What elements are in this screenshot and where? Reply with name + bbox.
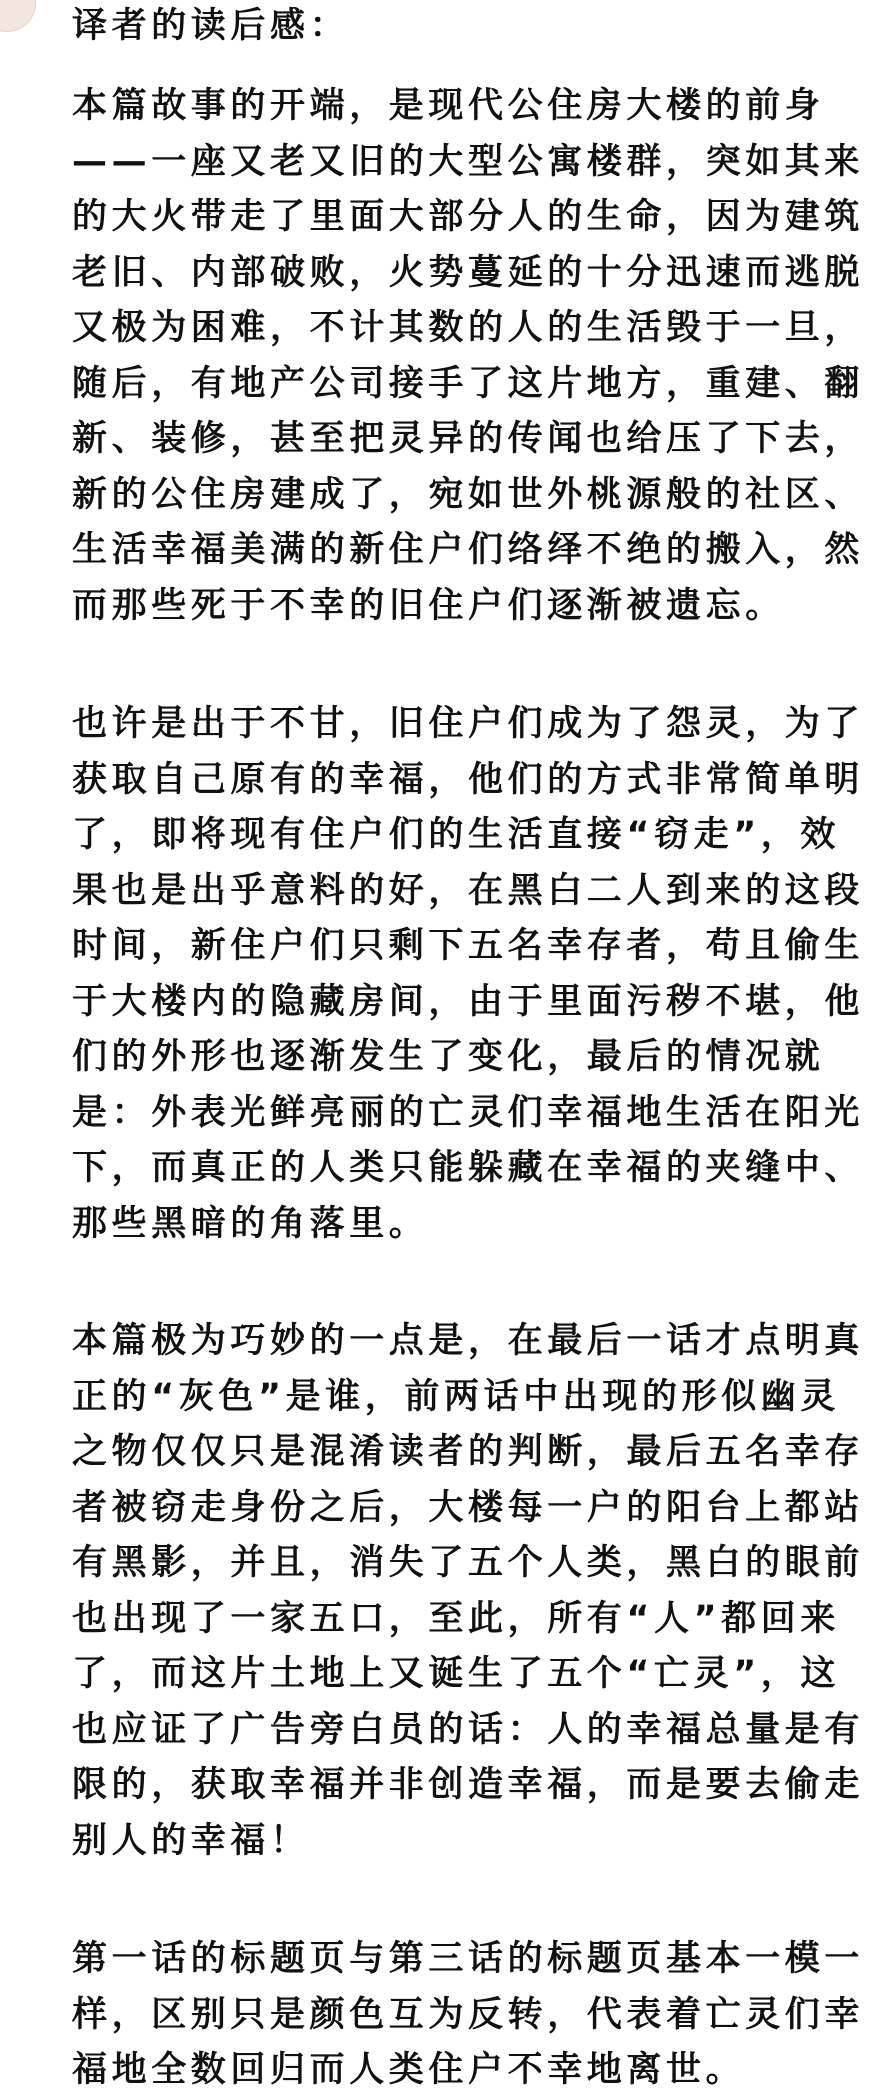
paragraph-line: 之物仅仅只是混淆读者的判断，最后五名幸存 bbox=[72, 1432, 865, 1472]
paragraph-4 bbox=[72, 1932, 865, 2099]
paragraph-line: 者被窃走身份之后，大楼每一户的阳台上都站 bbox=[72, 1487, 865, 1528]
paragraph-line: 生活幸福美满的新住户们络绎不绝的搬入，然 bbox=[72, 530, 865, 570]
paragraph-line: 获取自己原有的幸福，他们的方式非常简单明 bbox=[72, 759, 865, 800]
paragraph-line: 果也是出乎意料的好，在黑白二人到来的这段 bbox=[72, 870, 865, 911]
paragraph-line: 时间，新住户们只剩下五名幸存者，苟且偷生 bbox=[72, 926, 865, 966]
paragraph-line: 又极为困难，不计其数的人的生活毁于一旦， bbox=[72, 308, 865, 348]
paragraph-line: 是：外表光鲜亮丽的亡灵们幸福地生活在阳光 bbox=[72, 1092, 865, 1133]
paragraph-line: 也出现了一家五口，至此，所有“人”都回来 bbox=[72, 1598, 841, 1639]
paragraph-line: 第一话的标题页与第三话的标题页基本一模一 bbox=[72, 1939, 865, 1979]
paragraph-line: 限的，获取幸福并非创造幸福，而是要去偷走 bbox=[72, 1765, 865, 1805]
paragraph-line: 也应证了广告旁白员的话：人的幸福总量是有 bbox=[72, 1709, 865, 1750]
paragraph-3 bbox=[72, 1314, 865, 1869]
paragraph-2 bbox=[72, 697, 865, 1252]
paragraph-line: 那些黑暗的角落里。 bbox=[72, 1203, 429, 1244]
avatar bbox=[0, 0, 36, 32]
paragraph-line: 而那些死于不幸的旧住户们逐渐被遗忘。 bbox=[72, 585, 785, 626]
paragraph-1 bbox=[72, 79, 865, 634]
paragraph-line: 样，区别只是颜色互为反转，代表着亡灵们幸 bbox=[72, 1994, 865, 2035]
paragraph-line: 随后，有地产公司接手了这片地方，重建、翻 bbox=[72, 363, 865, 404]
paragraph-line: 于大楼内的隐藏房间，由于里面污秽不堪，他 bbox=[72, 981, 865, 1022]
paragraph-line: 下，而真正的人类只能躲藏在幸福的夹缝中、 bbox=[72, 1148, 865, 1188]
paragraph-line: 新的公住房建成了，宛如世外桃源般的社区、 bbox=[72, 474, 865, 515]
paragraph-line: 有黑影，并且，消失了五个人类，黑白的眼前 bbox=[72, 1543, 865, 1583]
paragraph-line: 正的“灰色”是谁，前两话中出现的形似幽灵 bbox=[72, 1376, 841, 1417]
paragraph-line: 本篇故事的开端，是现代公住房大楼的前身 bbox=[72, 86, 825, 126]
paragraph-line: 了，而这片土地上又诞生了五个“亡灵”，这 bbox=[72, 1654, 841, 1694]
paragraph-line: 新、装修，甚至把灵异的传闻也给压了下去， bbox=[72, 419, 865, 459]
section-heading bbox=[72, 0, 862, 55]
paragraph-line: 本篇极为巧妙的一点是，在最后一话才点明真 bbox=[72, 1321, 865, 1361]
heading-text: 译者的读后感： bbox=[72, 6, 350, 46]
paragraph-line: 别人的幸福！ bbox=[72, 1820, 310, 1861]
paragraph-line: ——一座又老又旧的大型公寓楼群，突如其来 bbox=[72, 141, 865, 182]
paragraph-line: 们的外形也逐渐发生了变化，最后的情况就 bbox=[72, 1037, 825, 1077]
paragraph-line: 的大火带走了里面大部分人的生命，因为建筑 bbox=[72, 197, 865, 237]
paragraph-line: 老旧、内部破败，火势蔓延的十分迅速而逃脱 bbox=[72, 252, 865, 293]
paragraph-line: 也许是出于不甘，旧住户们成为了怨灵，为了 bbox=[72, 704, 865, 744]
paragraph-line: 了，即将现有住户们的生活直接“窃走”，效 bbox=[72, 815, 841, 855]
paragraph-line: 福地全数回归而人类住户不幸地离世。 bbox=[72, 2050, 746, 2090]
